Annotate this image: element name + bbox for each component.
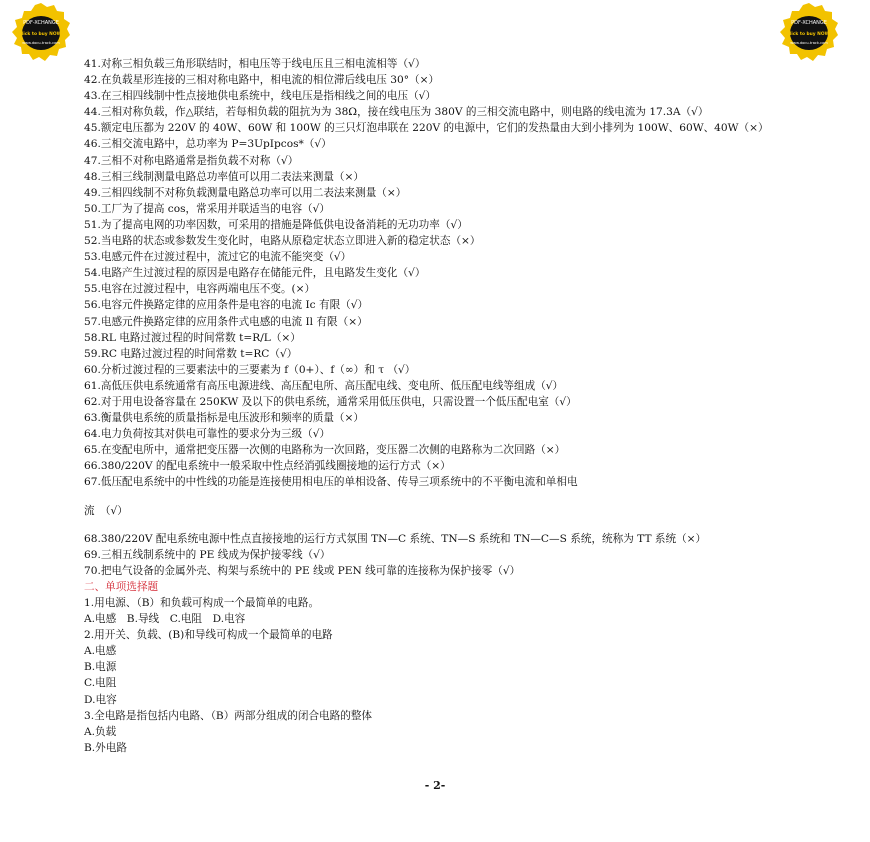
document-line: 48.三相三线制测量电路总功率值可以用二表法来测量（×） — [84, 170, 364, 183]
document-line: B.电源 — [84, 661, 117, 674]
document-line: 54.电路产生过渡过程的原因是电路存在储能元件，且电路发生变化（√） — [84, 267, 426, 280]
document-line: 53.电感元件在过渡过程中，流过它的电流不能突变（√） — [84, 251, 352, 264]
badge-top-text: PDF-XCHANGE — [791, 20, 827, 26]
document-line: 59.RC 电路过渡过程的时间常数 t=RC（√） — [84, 347, 298, 360]
document-line: 49.三相四线制不对称负载测量电路总功率可以用二表法来测量（×） — [84, 186, 407, 199]
document-line: 3.全电路是指包括内电路、（B）两部分组成的闭合电路的整体 — [84, 709, 373, 722]
document-line: 46.三相交流电路中，总功率为 P=3UpIpcos*（√） — [84, 138, 332, 151]
document-line: 68.380/220V 配电系统电源中性点直接接地的运行方式氛围 TN—C 系统、TN—S 系统和 TN—C—S 系统，统称为 TT 系统（×） — [84, 532, 707, 545]
document-line: 44.三相对称负载，作△联结，若每相负载的阻抗为为 38Ω，接在线电压为 380V 的三相交流电路中，则电路的线电流为 17.3A（√） — [84, 106, 709, 119]
document-line: 50.工厂为了提高 cos，常采用并联适当的电容（√） — [84, 202, 330, 215]
document-line: 69.三相五线制系统中的 PE 线成为保护接零线（√） — [84, 548, 331, 561]
document-line: A.电感 — [84, 645, 117, 658]
badge-bottom-text: www.docu-track.com — [790, 41, 828, 45]
document-line: 45.额定电压都为 220V 的 40W、60W 和 100W 的三只灯泡串联在 220V 的电源中，它们的发热量由大到小排列为 100W、60W、40W（×） — [84, 122, 769, 135]
section-heading: 二、单项选择题 — [84, 580, 159, 593]
badge-bottom-text: www.docu-track.com — [22, 41, 60, 45]
document-line: 61.高低压供电系统通常有高压电源进线、高压配电所、高压配电线、变电所、低压配电线等组成（√） — [84, 379, 564, 392]
document-line: 66.380/220V 的配电系统中一般采取中性点经消弧线圈接地的运行方式（×） — [84, 460, 451, 473]
document-line: 67.低压配电系统中的中性线的功能是连接使用相电压的单相设备、传导三项系统中的不平衡电流和单相电 — [84, 476, 578, 489]
document-line: 58.RL 电路过渡过程的时间常数 t=R/L（×） — [84, 331, 301, 344]
document-line: 70.把电气设备的金属外壳、构架与系统中的 PE 线或 PEN 线可靠的连接称为保护接零（√） — [84, 564, 521, 577]
document-line: 60.分析过渡过程的三要素法中的三要素为 f（0+）、f（∞）和 τ （√） — [84, 363, 416, 376]
document-line: A.电感 B.导线 C.电阻 D.电容 — [84, 613, 246, 626]
document-line: 41.对称三相负载三角形联结时，相电压等于线电压且三相电流相等（√） — [84, 58, 426, 70]
badge-center-text: Click to buy NOW! — [18, 32, 64, 37]
document-line: 51.为了提高电网的功率因数，可采用的措施是降低供电设备消耗的无功功率（√） — [84, 218, 468, 231]
document-line: 47.三相不对称电路通常是指负载不对称（√） — [84, 154, 299, 167]
document-body — [84, 56, 788, 756]
document-line: C.电阻 — [84, 677, 117, 690]
pdf-xchange-badge-icon[interactable] — [770, 2, 848, 64]
page-number: - 2- — [424, 779, 446, 792]
document-line: 55.电容在过渡过程中，电容两端电压不变。(×） — [84, 283, 316, 296]
document-line: A.负载 — [84, 725, 117, 738]
document-line: 65.在变配电所中，通常把变压器一次侧的电路称为一次回路，变压器二次侧的电路称为二次回路（×） — [84, 444, 566, 457]
badge-top-text: PDF-XCHANGE — [23, 20, 59, 26]
line-spacer — [84, 519, 788, 531]
document-line: 64.电力负荷按其对供电可靠性的要求分为三级（√） — [84, 428, 331, 441]
line-spacer — [84, 491, 788, 503]
document-line: 2.用开关、负载、(B)和导线可构成一个最简单的电路 — [84, 629, 333, 642]
document-line: 43.在三相四线制中性点接地供电系统中，线电压是指相线之间的电压（√） — [84, 90, 437, 103]
document-line: 57.电感元件换路定律的应用条件式电感的电流 Il 有限（×） — [84, 315, 368, 328]
document-line: 56.电容元件换路定律的应用条件是电容的电流 Ic 有限（√） — [84, 299, 369, 312]
pdf-xchange-badge-icon[interactable] — [2, 2, 80, 64]
document-line: 1.用电源、（B）和负载可构成一个最简单的电路。 — [84, 597, 320, 609]
document-line: 62.对于用电设备容量在 250KW 及以下的供电系统，通常采用低压供电，只需设置一个低压配电室（√） — [84, 395, 577, 408]
document-line: 52.当电路的状态或参数发生变化时，电路从原稳定状态立即进入新的稳定状态（×） — [84, 235, 481, 248]
document-line: 63.衡量供电系统的质量指标是电压波形和频率的质量（×） — [84, 412, 364, 425]
document-line: D.电容 — [84, 693, 117, 706]
document-line: B.外电路 — [84, 741, 127, 754]
badge-center-text: Click to buy NOW! — [786, 32, 832, 37]
document-line: 42.在负载星形连接的三相对称电路中，相电流的相位滞后线电压 30°（×） — [84, 74, 440, 87]
document-line: 流 （√） — [84, 504, 128, 517]
